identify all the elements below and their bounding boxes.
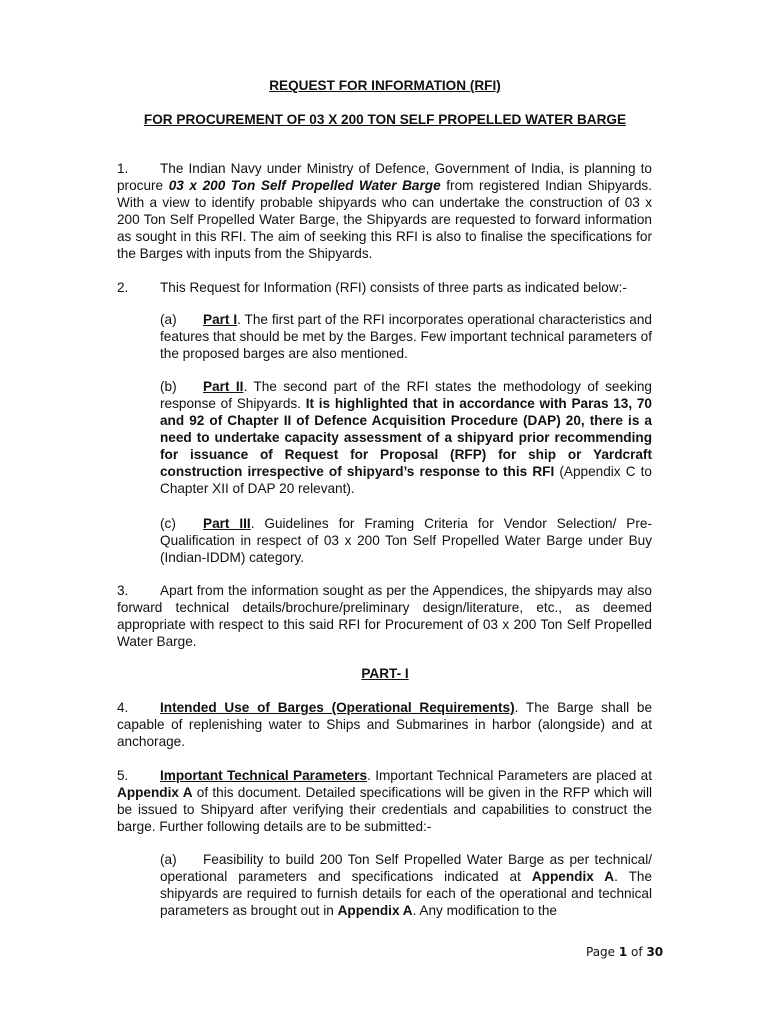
paragraph-3: 3. Apart from the information sought as per the Appendices, the shipyards may also forward technical details/brochure/preliminary design/literature, etc., as deemed appropriate with respect to this said RFI for Procurement of 03 x 200 Ton Self Propelled Water Barge. xyxy=(117,583,652,649)
sub-label: (c) xyxy=(160,516,176,531)
page-number: 1 xyxy=(618,945,628,959)
paragraph-2: 2. This Request for Information (RFI) consists of three parts as indicated below:- xyxy=(117,280,627,295)
document-title: REQUEST FOR INFORMATION (RFI) xyxy=(269,78,501,93)
paragraph-2b: (b) Part II. The second part of the RFI states the methodology of seeking response of Shipyards. It is highlighted that in accordance with Paras 13, 70 and 92 of Chapter II of Defence Acquisition Procedure (DAP) 20, there is a need to undertake capacity assessment of a shipyard prior recommending for issuance of Request for Proposal (RFP) for ship or Yardcraft construction irrespective of shipyard’s response to this RFI (Appendix C to Chapter XII of DAP 20 relevant). xyxy=(160,379,652,496)
paragraph-5a: (a) Feasibility to build 200 Ton Self Propelled Water Barge as per technical/ operational parameters and specifications indicated at Appendix A. The shipyards are required to furnish details for each of the operational and technical parameters as brought out in Appendix A. Any modification to the xyxy=(160,852,652,918)
page-total: 30 xyxy=(646,945,664,959)
paragraph-4: 4. Intended Use of Barges (Operational Requirements). The Barge shall be capable of replenishing water to Ships and Submarines in harbor (alongside) and at anchorage. xyxy=(117,700,653,749)
paragraph-number: 3. xyxy=(117,583,129,598)
paragraph-5: 5. Important Technical Parameters. Important Technical Parameters are placed at Appendix A of this document. Detailed specifications will be given in the RFP which will be issued to Shipyard after verifying their credentials and capabilities to construct the barge. Further following details are to be submitted:- xyxy=(117,768,652,834)
sub-label: (b) xyxy=(160,379,177,394)
paragraph-2a: (a) Part I. The first part of the RFI incorporates operational characteristics and features that should be met by the Barges. Few important technical parameters of the proposed barges are also mentioned. xyxy=(160,312,652,361)
sub-label: (a) xyxy=(160,852,177,867)
paragraph-number: 5. xyxy=(117,768,129,783)
sub-label: (a) xyxy=(160,312,177,327)
paragraph-2c: (c) Part III. Guidelines for Framing Criteria for Vendor Selection/ Pre-Qualification in respect of 03 x 200 Ton Self Propelled Water Barge under Buy (Indian-IDDM) category. xyxy=(160,516,652,565)
paragraph-number: 4. xyxy=(117,700,129,715)
page-footer: Page 1 of 30 xyxy=(586,945,664,959)
part-heading: PART- I xyxy=(361,666,409,681)
paragraph-number: 2. xyxy=(117,280,129,295)
paragraph-1: 1. The Indian Navy under Ministry of Defence, Government of India, is planning to procure 03 x 200 Ton Self Propelled Water Barge from registered Indian Shipyards. With a view to identify probable shipyards who can undertake the construction of 03 x 200 Ton Self Propelled Water Barge, the Shipyards are requested to forward information as sought in this RFI. The aim of seeking this RFI is also to finalise the specifications for the Barges with inputs from the Shipyards. xyxy=(117,161,652,261)
paragraph-number: 1. xyxy=(117,161,129,176)
document-subtitle: FOR PROCUREMENT OF 03 X 200 TON SELF PROPELLED WATER BARGE xyxy=(143,112,627,127)
